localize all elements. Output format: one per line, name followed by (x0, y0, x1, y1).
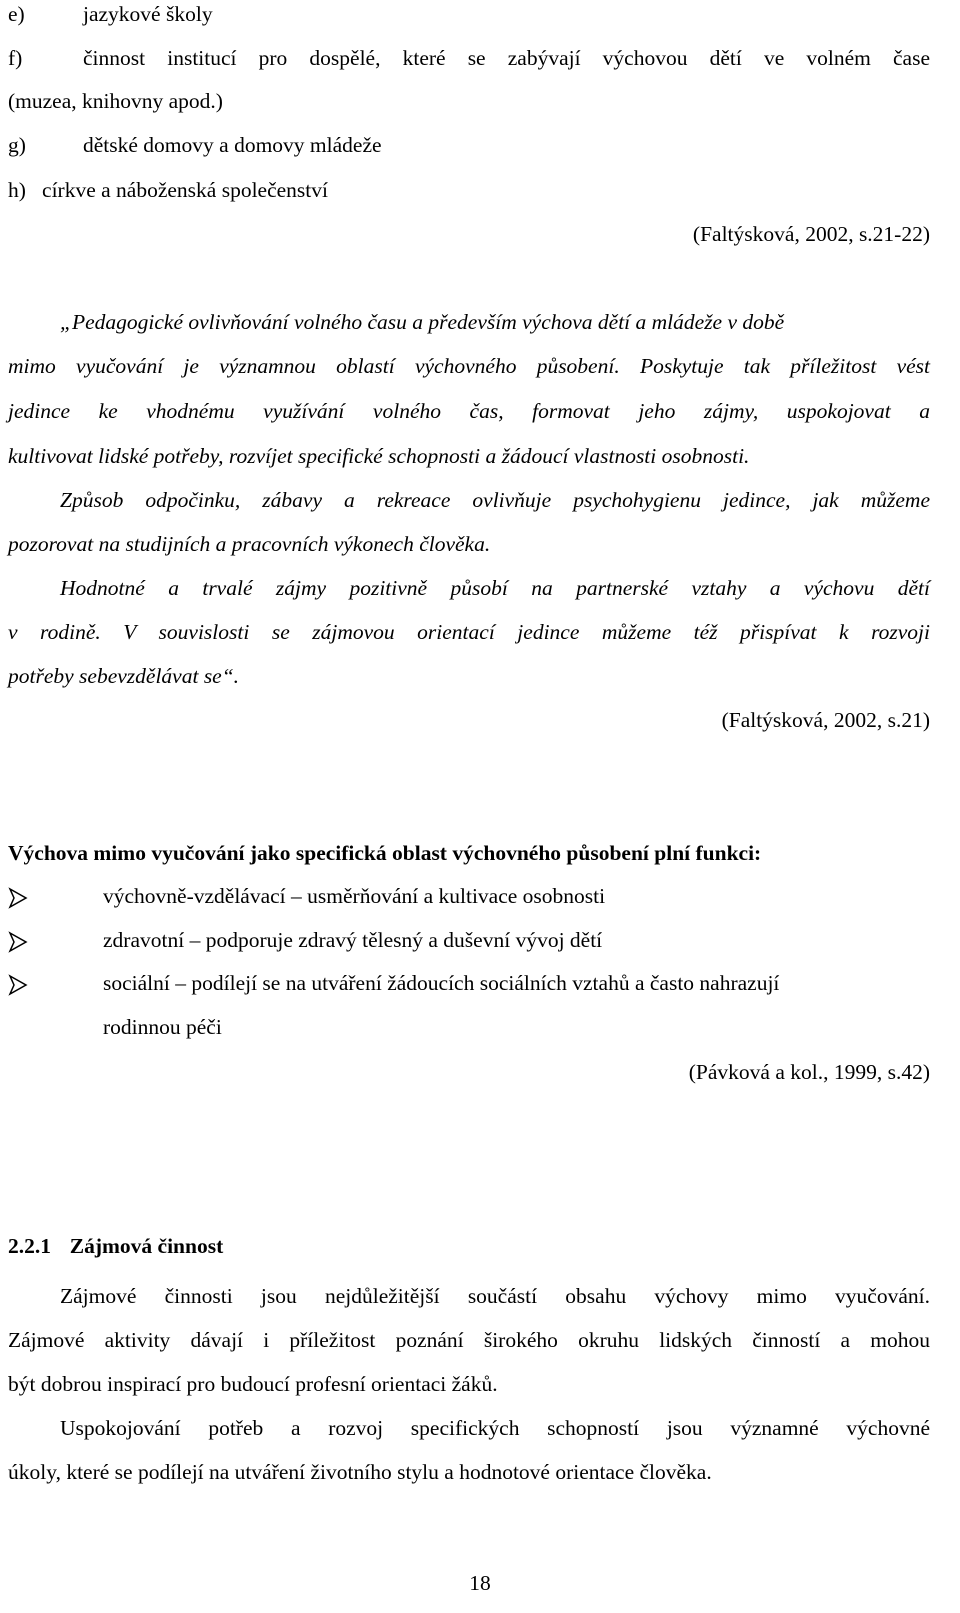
arrowhead-bullet-icon (8, 974, 28, 996)
section-line-4: Uspokojování potřeb a rozvoj specifických schopností jsou významné výchovné (60, 1416, 930, 1440)
section-line-1: Zájmové činnosti jsou nejdůležitější součástí obsahu výchovy mimo vyučování. (60, 1284, 930, 1308)
section-number: 2.2.1 (8, 1234, 51, 1258)
citation-1: (Faltýsková, 2002, s.21-22) (692, 222, 930, 246)
quote-line-9: potřeby sebevzdělávat se“. (8, 664, 240, 688)
quote-line-2: mimo vyučování je významnou oblastí výchovného působení. Poskytuje tak příležitost vést (8, 354, 930, 378)
list-item-f-line2: (muzea, knihovny apod.) (8, 89, 223, 113)
functions-heading: Výchova mimo vyučování jako specifická oblast výchovného působení plní funkci: (8, 841, 762, 865)
quote-line-3: jedince ke vhodnému využívání volného čas, formovat jeho zájmy, uspokojovat a (8, 399, 930, 423)
section-heading (8, 1236, 930, 1258)
citation-2: (Faltýsková, 2002, s.21) (721, 708, 930, 732)
function-item-3-cont: rodinnou péči (103, 1015, 222, 1039)
section-title: Zájmová činnost (69, 1234, 224, 1258)
quote-line-8: v rodině. V souvislosti se zájmovou orientací jedince můžeme též přispívat k rozvoji (8, 620, 930, 644)
section-line-2: Zájmové aktivity dávají i příležitost poznání širokého okruhu lidských činností a mohou (8, 1328, 930, 1352)
list-item-f-line1: činnost institucí pro dospělé, které se zabývají výchovou dětí ve volném čase (83, 46, 930, 70)
list-label-g: g) (8, 133, 26, 157)
quote-line-4: kultivovat lidské potřeby, rozvíjet specifické schopnosti a žádoucí vlastnosti osobnosti. (8, 444, 750, 468)
page-number: 18 (469, 1571, 491, 1595)
quote-line-6: pozorovat na studijních a pracovních výkonech člověka. (8, 532, 491, 556)
quote-line-5: Způsob odpočinku, zábavy a rekreace ovlivňuje psychohygienu jedince, jak můžeme (60, 488, 930, 512)
list-label-e: e) (8, 2, 25, 26)
arrowhead-bullet-icon (8, 931, 28, 953)
citation-3: (Pávková a kol., 1999, s.42) (688, 1060, 930, 1084)
function-item-3: sociální – podílejí se na utváření žádoucích sociálních vztahů a často nahrazují (103, 971, 780, 995)
list-item-g: dětské domovy a domovy mládeže (83, 133, 382, 157)
quote-line-7: Hodnotné a trvalé zájmy pozitivně působí na partnerské vztahy a výchovu dětí (60, 576, 930, 600)
list-label-f: f) (8, 46, 23, 70)
arrowhead-bullet-icon (8, 887, 28, 909)
function-item-2: zdravotní – podporuje zdravý tělesný a duševní vývoj dětí (103, 928, 603, 952)
quote-line-1: „Pedagogické ovlivňování volného času a především výchova dětí a mládeže v době (60, 310, 785, 334)
list-item-h: h) církve a náboženská společenství (8, 178, 328, 202)
section-line-5: úkoly, které se podílejí na utváření životního stylu a hodnotové orientace člověka. (8, 1460, 712, 1484)
section-line-3: být dobrou inspirací pro budoucí profesní orientaci žáků. (8, 1372, 498, 1396)
function-item-1: výchovně-vzdělávací – usměrňování a kultivace osobnosti (103, 884, 606, 908)
list-item-e: jazykové školy (83, 2, 213, 26)
